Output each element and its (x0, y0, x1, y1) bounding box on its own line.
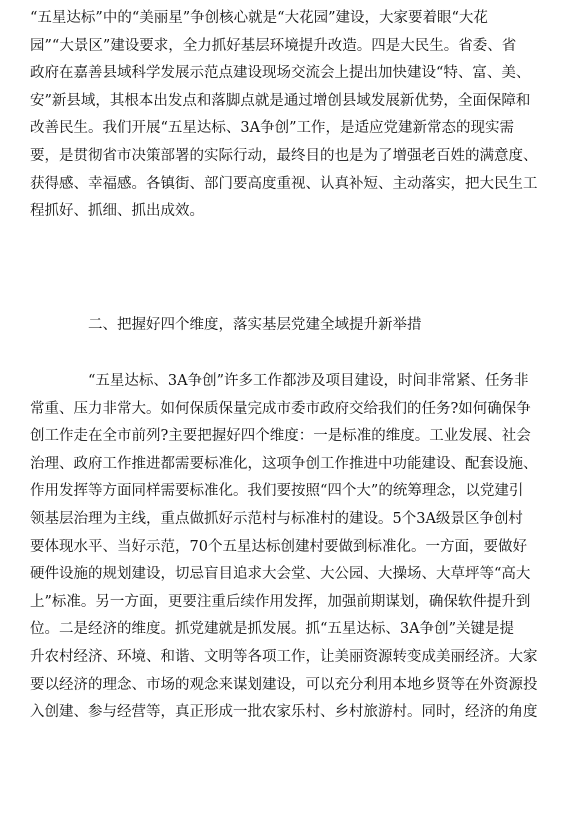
text-line: 要体现水平、当好示范，70个五星达标创建村要做到标准化。一方面，要做好 (30, 538, 527, 555)
text-line: 要以经济的理念、市场的观念来谋划建设，可以充分利用本地乡贤等在外资源投 (30, 676, 538, 693)
text-line: 作用发挥等方面同样需要标准化。我们要按照“四个大”的统筹理念，以党建引 (30, 483, 524, 500)
section-heading (30, 312, 552, 340)
text-line: 创工作走在全市前列?主要把握好四个维度：一是标准的维度。工业发展、社会 (30, 428, 531, 445)
text-line: 园”“大景区”建设要求，全力抓好基层环境提升改造。四是大民生。省委、省 (30, 37, 517, 54)
text-line: 领基层治理为主线，重点做抓好示范村与标准村的建设。5个3A级景区争创村 (30, 510, 523, 527)
text-line: 位。二是经济的维度。抓党建就是抓发展。抓“五星达标、3A争创”关键是提 (30, 621, 515, 638)
text-line: 改善民生。我们开展“五星达标、3A争创”工作，是适应党建新常态的现实需 (30, 120, 515, 137)
text-line: 上”标准。另一方面，更要注重后续作用发挥，加强前期谋划，确保软件提升到 (30, 593, 531, 610)
body-paragraph-1 (30, 5, 552, 226)
text-line: 入创建、参与经营等，真正形成一批农家乐村、乡村旅游村。同时，经济的角度 (30, 704, 538, 721)
text-line: 硬件设施的规划建设，切忌盲目追求大会堂、大公园、大操场、大草坪等“高大 (30, 566, 531, 583)
text-line: 要，是贯彻省市决策部署的实际行动，最终目的也是为了增强老百姓的满意度、 (30, 147, 538, 164)
text-line: 升农村经济、环境、和谐、文明等各项工作，让美丽资源转变成美丽经济。大家 (30, 648, 538, 665)
heading-text: 二、把握好四个维度，落实基层党建全域提升新举措 (88, 317, 422, 333)
text-line: “五星达标”中的“美丽星”争创核心就是“大花园”建设，大家要着眼“大花 (30, 10, 488, 26)
text-line: 安”新县域，其根本出发点和落脚点就是通过增创县域发展新优势，全面保障和 (30, 92, 531, 109)
text-line: 治理、政府工作推进都需要标准化，这项争创工作推进中功能建设、配套设施、 (30, 455, 538, 472)
text-line: 获得感、幸福感。各镇街、部门要高度重视、认真补短、主动落实，把大民生工 (30, 175, 538, 192)
text-line: “五星达标、3A争创”许多工作都涉及项目建设，时间非常紧、任务非 (88, 373, 529, 389)
body-paragraph-2 (30, 368, 552, 727)
text-line: 程抓好、抓细、抓出成效。 (30, 203, 204, 220)
text-line: 常重、压力非常大。如何保质保量完成市委市政府交给我们的任务?如何确保争 (30, 400, 531, 417)
text-line: 政府在嘉善县域科学发展示范点建设现场交流会上提出加快建设“特、富、美、 (30, 65, 531, 82)
